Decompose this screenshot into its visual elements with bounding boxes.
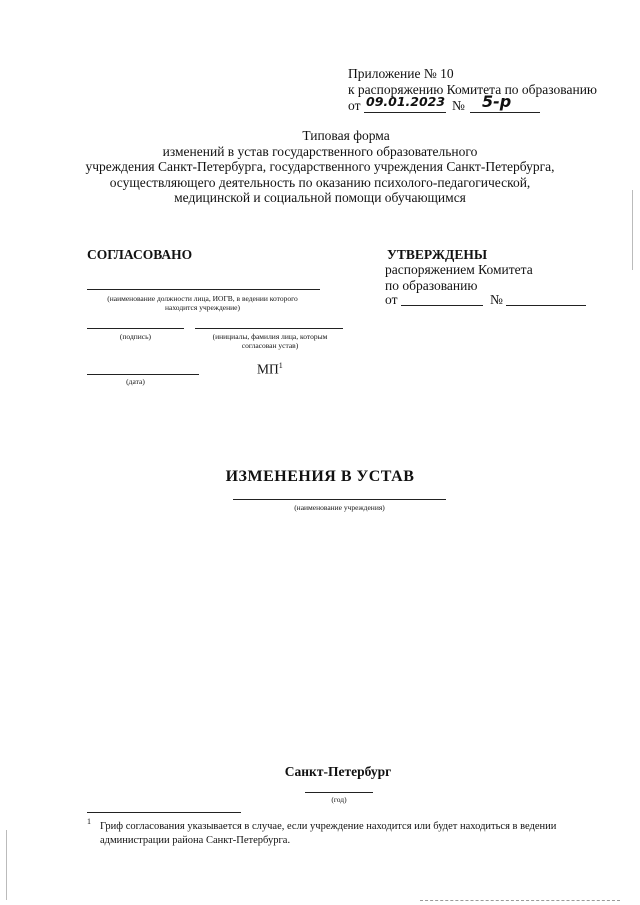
stamp-placeholder xyxy=(257,361,283,378)
agreed-position-caption-line2: находится учреждение) xyxy=(165,303,240,312)
scan-bottom-artifact xyxy=(420,900,620,901)
appendix-number: Приложение № 10 xyxy=(348,66,454,81)
form-title-block xyxy=(60,128,580,206)
footnote-marker: 1 xyxy=(87,817,91,826)
institution-name-line xyxy=(233,499,446,500)
main-title: ИЗМЕНЕНИЯ В УСТАВ xyxy=(225,468,415,485)
appendix-date-prefix: от xyxy=(348,98,361,113)
year-caption: (год) xyxy=(331,795,347,804)
agreed-signature-line xyxy=(87,328,184,329)
approved-block xyxy=(385,262,533,293)
agreed-signature-caption: (подпись) xyxy=(119,332,152,341)
form-title-line2: изменений в устав государственного образовательного xyxy=(162,143,478,159)
agreed-initials-caption xyxy=(190,332,350,350)
appendix-number-handwritten: 5-р xyxy=(482,92,512,111)
stamp-label: МП xyxy=(257,361,279,377)
form-title-line1: Типовая форма xyxy=(302,128,390,143)
approved-line2: по образованию xyxy=(385,277,478,293)
form-title-line3: учреждения Санкт-Петербурга, государственного учреждения Санкт-Петербурга, xyxy=(85,159,555,174)
agreed-position-caption-line1: (наименование должности лица, ИОГВ, в ведении которого xyxy=(107,294,298,303)
footnote-line2: администрации района Санкт-Петербурга. xyxy=(100,834,291,846)
approved-heading: УТВЕРЖДЕНЫ xyxy=(387,247,488,262)
footnote-separator xyxy=(87,812,241,813)
agreed-date-caption: (дата) xyxy=(126,377,145,386)
form-title-line5: медицинской и социальной помощи обучающимся xyxy=(174,190,466,205)
agreed-date-line xyxy=(87,374,199,375)
appendix-reference: к распоряжению Комитета по образованию xyxy=(348,82,598,97)
appendix-date-line xyxy=(364,112,446,113)
approved-line1: распоряжением Комитета xyxy=(385,262,533,277)
agreed-initials-caption-line1: (инициалы, фамилия лица, которым xyxy=(212,332,328,341)
agreed-position-caption xyxy=(80,294,325,312)
scan-edge-right xyxy=(632,190,633,270)
approved-date-prefix: от xyxy=(385,292,398,307)
agreed-heading: СОГЛАСОВАНО xyxy=(87,247,193,262)
approved-number-prefix: № xyxy=(490,292,503,307)
agreed-initials-caption-line2: согласован устав) xyxy=(241,341,299,350)
agreed-position-line xyxy=(87,289,320,290)
appendix-number-prefix: № xyxy=(452,98,465,113)
footnote-line1: Гриф согласования указывается в случае, если учреждение находится или будет находиться в ведении xyxy=(100,821,557,832)
appendix-number-line xyxy=(470,112,540,113)
approved-date-line xyxy=(401,305,483,306)
institution-caption: (наименование учреждения) xyxy=(294,503,385,512)
scan-edge-left xyxy=(6,830,7,900)
year-line xyxy=(305,792,373,793)
appendix-date-handwritten: 09.01.2023 xyxy=(366,94,446,109)
approved-number-line xyxy=(506,305,586,306)
form-title-line4: осуществляющего деятельность по оказанию психолого-педагогической, xyxy=(109,174,531,190)
city: Санкт-Петербург xyxy=(284,764,392,779)
footnote-text xyxy=(100,820,595,847)
stamp-footnote-ref: 1 xyxy=(278,361,283,370)
agreed-initials-line xyxy=(195,328,343,329)
